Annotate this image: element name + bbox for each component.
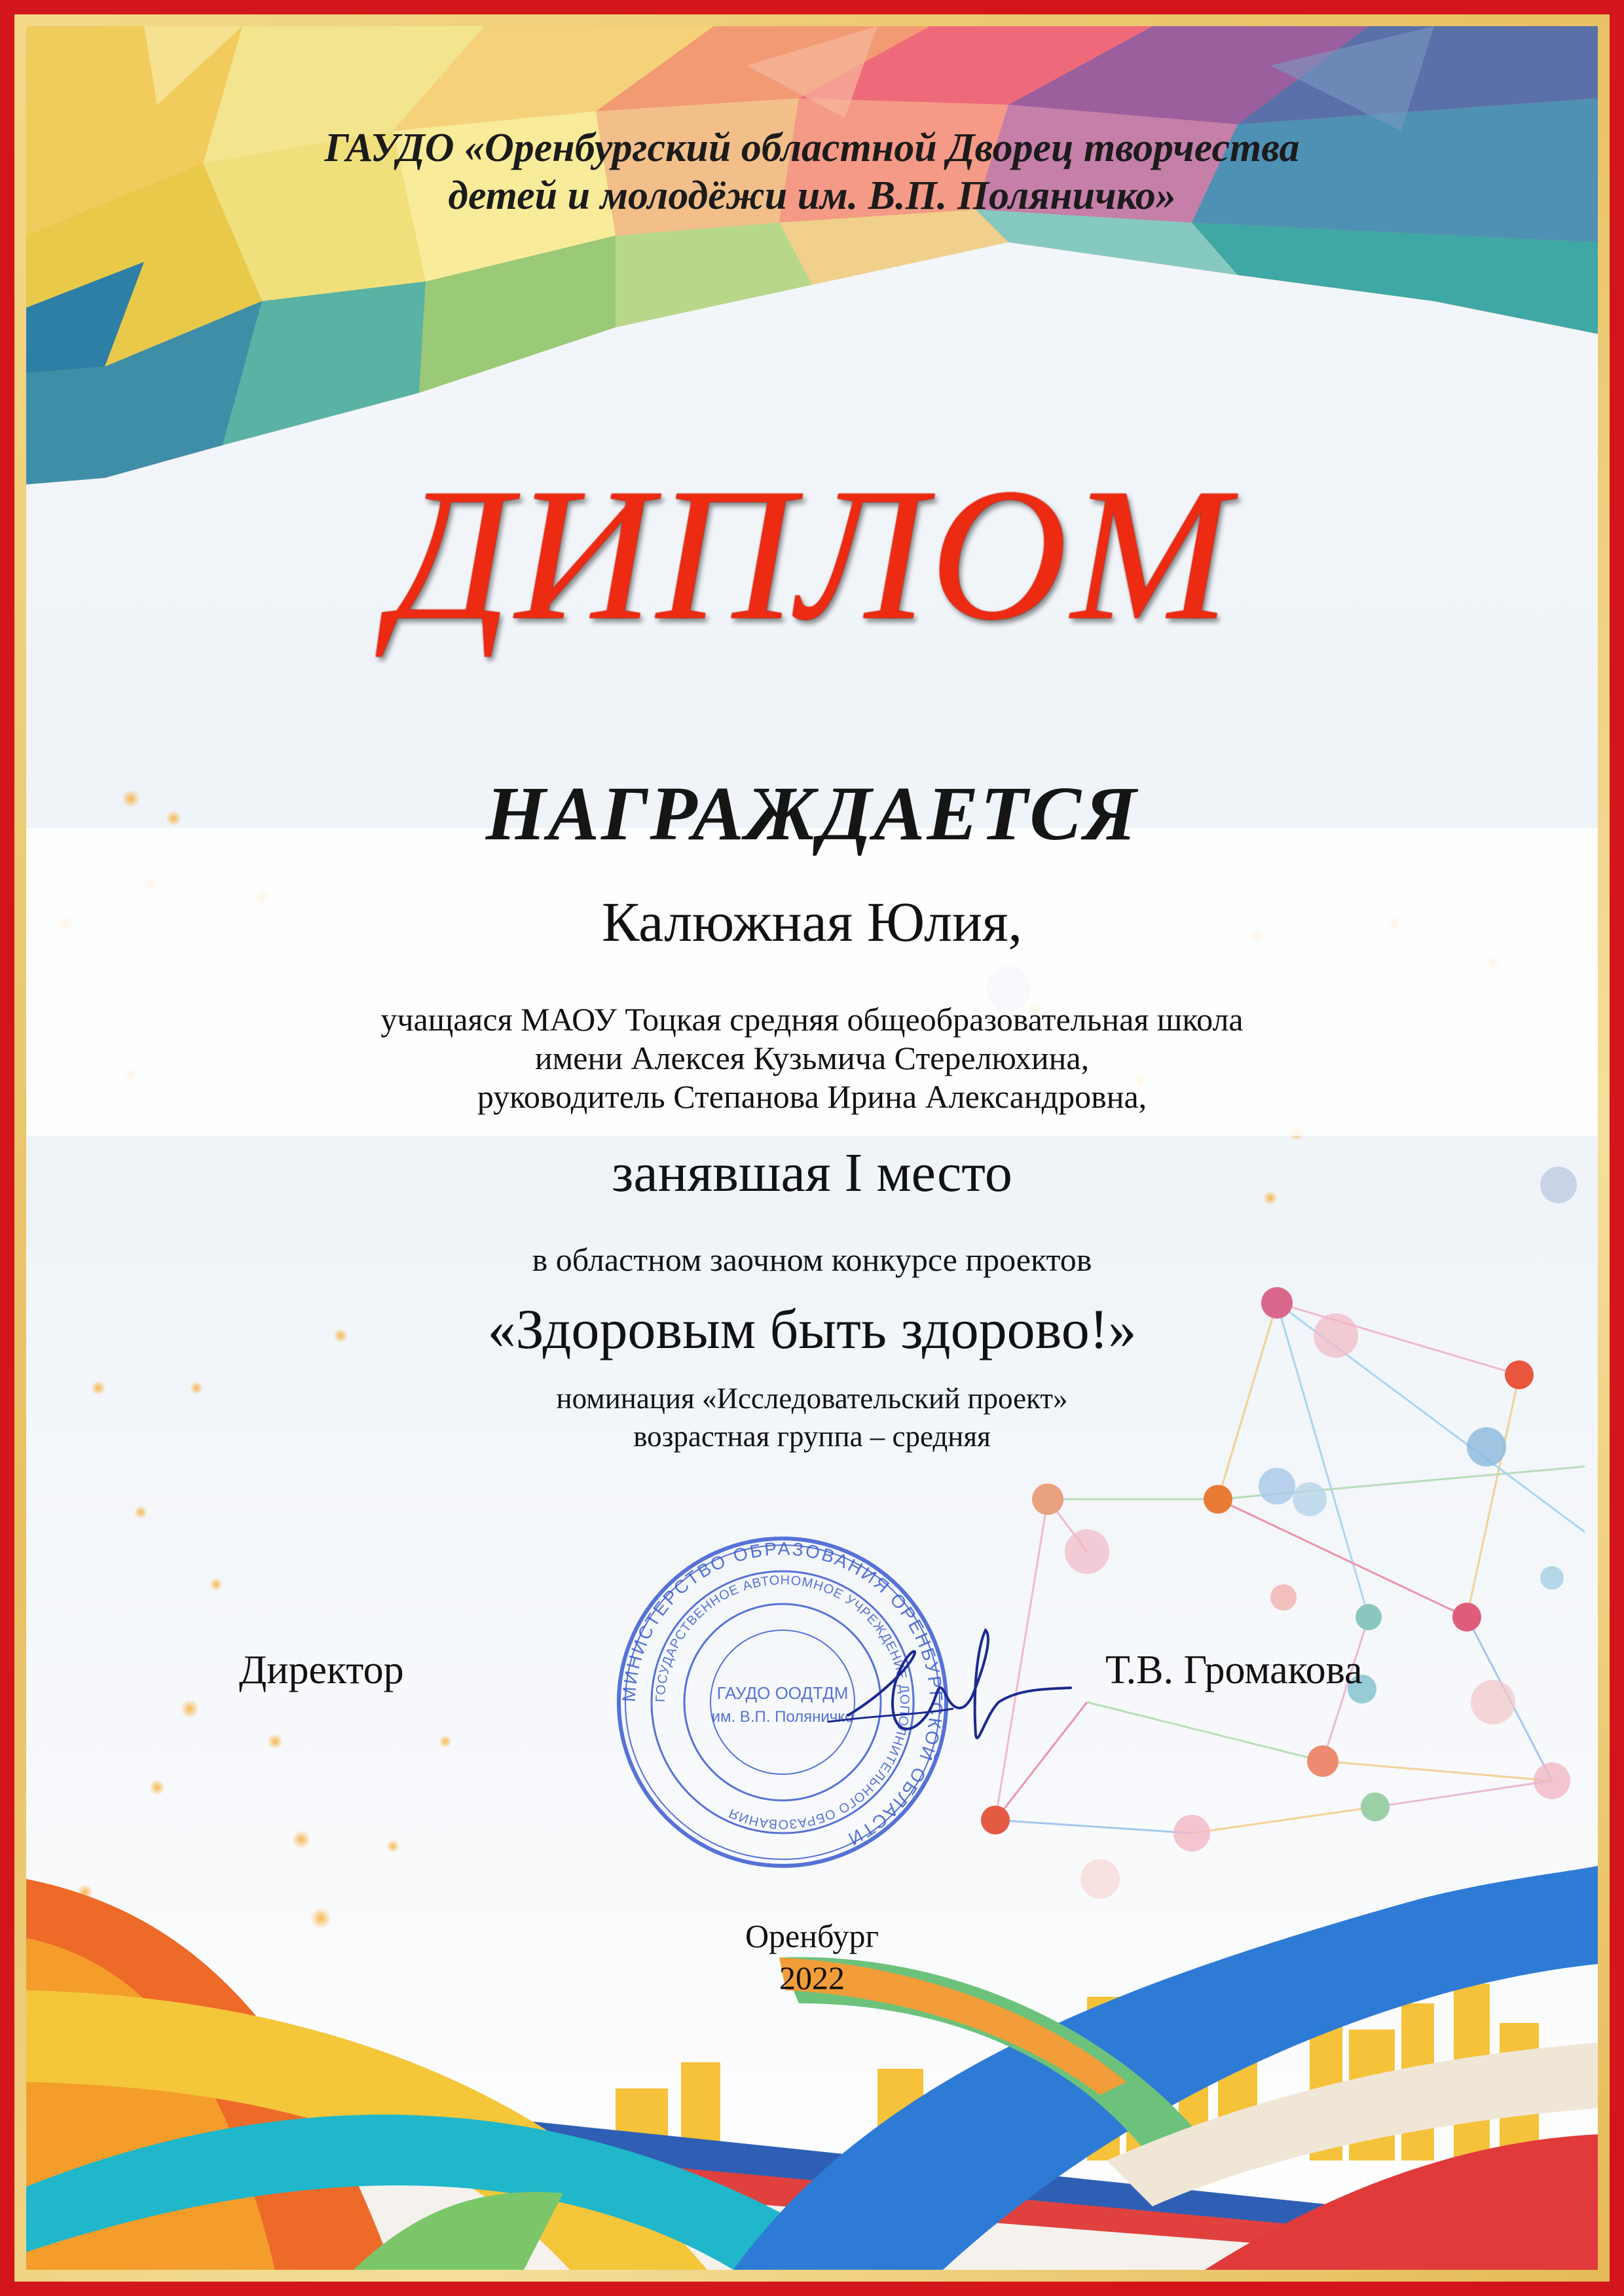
organization-header bbox=[26, 124, 1598, 220]
contest-description: в областном заочном конкурсе проектов bbox=[532, 1241, 1092, 1278]
director-title: Директор bbox=[239, 1648, 404, 1692]
director-signature bbox=[822, 1617, 1077, 1774]
stamp-center-line-2: им. В.П. Поляничко bbox=[711, 1708, 854, 1726]
recipient-name: Калюжная Юлия, bbox=[601, 890, 1023, 953]
nomination: номинация «Исследовательский проект» bbox=[556, 1382, 1068, 1415]
director-name: Т.В. Громакова bbox=[1105, 1648, 1363, 1692]
city: Оренбург bbox=[745, 1918, 879, 1954]
year: 2022 bbox=[779, 1959, 845, 1996]
award-place: занявшая I место bbox=[612, 1142, 1012, 1203]
organization-line-2: детей и молодёжи им. В.П. Поляничко» bbox=[448, 173, 1176, 219]
nomination-block bbox=[26, 1380, 1598, 1455]
stamp-inner-text: ГОСУДАРСТВЕННОЕ АВТОНОМНОЕ УЧРЕЖДЕНИЕ ДОПОЛНИТЕЛЬНОГО ОБРАЗОВАНИЯ bbox=[653, 1573, 912, 1832]
recipient-school: учащаяся МАОУ Тоцкая средняя общеобразовательная школа bbox=[380, 1001, 1244, 1038]
recipient-school-name: имени Алексея Кузьмича Стерелюхина, bbox=[534, 1040, 1090, 1076]
recipient-info bbox=[26, 1000, 1598, 1116]
stamp-center-line-1: ГАУДО ООДТДМ bbox=[716, 1683, 849, 1703]
organization-line-1: ГАУДО «Оренбургский областной Дворец творчества bbox=[324, 126, 1300, 170]
footer bbox=[26, 1915, 1598, 1999]
stamp-outer-text: МИНИСТЕРСТВО ОБРАЗОВАНИЯ ОРЕНБУРГСКОЙ ОБЛАСТИ bbox=[618, 1538, 947, 1850]
age-group: возрастная группа – средняя bbox=[633, 1419, 991, 1453]
contest-name: «Здоровым быть здорово!» bbox=[487, 1298, 1137, 1360]
awarded-heading: НАГРАЖДАЕТСЯ bbox=[485, 771, 1139, 856]
recipient-supervisor: руководитель Степанова Ирина Александровна, bbox=[477, 1078, 1147, 1115]
diploma-title: ДИПЛОМ bbox=[390, 449, 1234, 659]
diploma-sheet bbox=[26, 26, 1598, 2270]
